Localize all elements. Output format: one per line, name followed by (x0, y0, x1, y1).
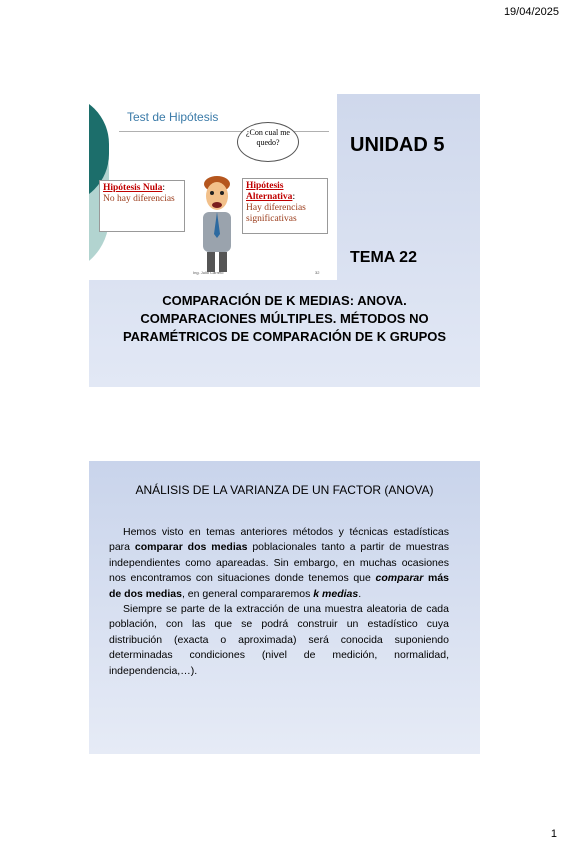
speech-bubble: ¿Con cual me quedo? (237, 122, 299, 162)
text-run: poblacionales tanto a partir de muestras independientes como apareadas. Sin embargo, en muchas ocasiones nos encontramos con situaciones donde tenemos que (109, 541, 450, 585)
paragraph: Siempre se parte de la extracción de una muestra aleatoria de cada población, con las que se podrá construir un estadístico cuya distribución (exacta o aproximada) será conocida suponiendo determinadas condiciones (nivel de medición, normalidad, independencia,…). (109, 603, 449, 677)
hypothesis-test-illustration (89, 94, 337, 280)
alt-hypothesis-text: Hay diferencias significativas (246, 203, 306, 224)
image-author: Ing. Julio Carreto (193, 270, 224, 275)
divider (119, 131, 329, 132)
alt-hypothesis-box: Hipótesis Alternativa: Hay diferencias significativas (242, 178, 328, 234)
topic-heading: TEMA 22 (350, 249, 417, 266)
slide-anova (89, 461, 480, 754)
bold-text: más de dos medias (109, 572, 450, 600)
bold-italic-text: k medias (313, 587, 359, 600)
image-title: Test de Hipótesis (127, 110, 219, 124)
bold-italic-text: comparar (375, 572, 424, 585)
text-run: . (358, 587, 362, 600)
topic-description: COMPARACIÓN DE K MEDIAS: ANOVA. COMPARACIONES MÚLTIPLES. MÉTODOS NO PARAMÉTRICOS DE COMPARACIÓN DE K GRUPOS (122, 293, 447, 344)
null-hypothesis-label: Hipótesis Nula (103, 183, 163, 193)
image-slide-number: 32 (315, 270, 320, 275)
bold-text: comparar dos medias (134, 541, 248, 554)
slide-body (109, 525, 449, 679)
paragraph (109, 525, 449, 602)
page-number: 1 (550, 828, 557, 840)
text-run: , en general compararemos (181, 587, 314, 600)
unit-heading: UNIDAD 5 (350, 134, 445, 156)
person-icon (193, 174, 241, 274)
print-date: 19/04/2025 (503, 6, 559, 18)
null-hypothesis-box: Hipótesis Nula: No hay diferencias (99, 180, 185, 232)
null-hypothesis-text: No hay diferencias (103, 194, 175, 204)
slide-title (89, 94, 480, 387)
text-run: Hemos visto en temas anteriores métodos y técnicas estadísticas para (109, 526, 449, 554)
alt-hypothesis-label: Hipótesis Alternativa (246, 181, 293, 202)
slide-title-text: ANÁLISIS DE LA VARIANZA DE UN FACTOR (ANOVA) (135, 483, 434, 497)
